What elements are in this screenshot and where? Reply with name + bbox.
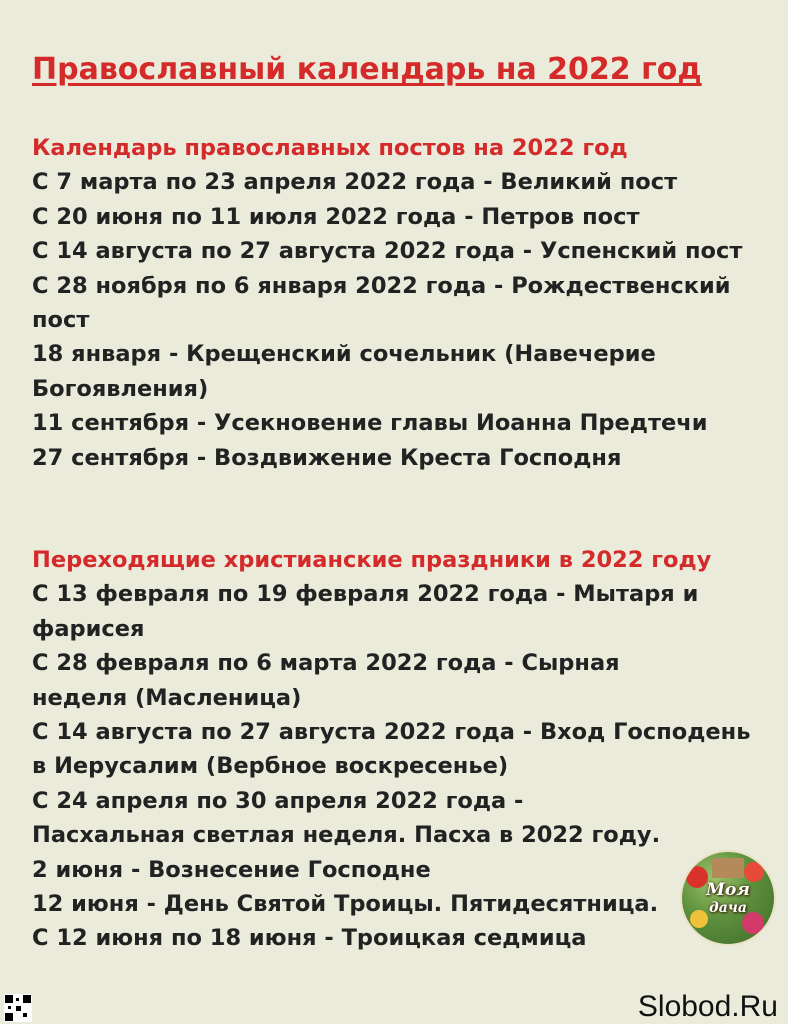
list-item: 27 сентября - Воздвижение Креста Господня xyxy=(32,444,622,471)
list-item: 12 июня - День Святой Троицы. Пятидесятница. xyxy=(32,891,659,918)
list-item: С 7 марта по 23 апреля 2022 года - Великий пост xyxy=(32,169,678,196)
list-item: 2 июня - Вознесение Господне xyxy=(32,856,431,883)
list-item: 18 января - Крещенский сочельник (Навечерие Богоявления) xyxy=(32,341,656,402)
logo-text-line2: дача xyxy=(709,900,747,916)
list-item: С 12 июня по 18 июня - Троицкая седмица xyxy=(32,925,587,952)
list-item: С 28 февраля по 6 марта 2022 года - Сырная неделя (Масленица) xyxy=(32,650,620,711)
fasts-section xyxy=(32,131,772,475)
list-item: 11 сентября - Усекновение главы Иоанна Предтечи xyxy=(32,410,708,437)
logo-house-image xyxy=(712,858,744,878)
holidays-section xyxy=(32,543,772,956)
holidays-heading: Переходящие христианские праздники в 2022 году xyxy=(32,547,712,573)
logo-flower xyxy=(744,862,764,882)
qr-code-icon xyxy=(4,994,32,1022)
moya-dacha-logo xyxy=(680,850,776,946)
list-item: С 14 августа по 27 августа 2022 года - Вход Господень в Иерусалим (Вербное воскресенье) xyxy=(32,719,751,780)
list-item: С 14 августа по 27 августа 2022 года - Успенский пост xyxy=(32,238,743,265)
logo-text-line1: Моя xyxy=(706,880,750,900)
fasts-heading: Календарь православных постов на 2022 год xyxy=(32,135,628,161)
list-item: С 13 февраля по 19 февраля 2022 года - Мытаря и фарисея xyxy=(32,581,699,642)
list-item: С 20 июня по 11 июля 2022 года - Петров пост xyxy=(32,203,640,230)
list-item: С 24 апреля по 30 апреля 2022 года - Пасхальная светлая неделя. Пасха в 2022 году. xyxy=(32,787,661,849)
site-watermark: Slobod.Ru xyxy=(637,990,778,1023)
page-title: Православный календарь на 2022 год xyxy=(32,52,702,87)
list-item: С 28 ноября по 6 января 2022 года - Рождественский пост xyxy=(32,272,731,334)
